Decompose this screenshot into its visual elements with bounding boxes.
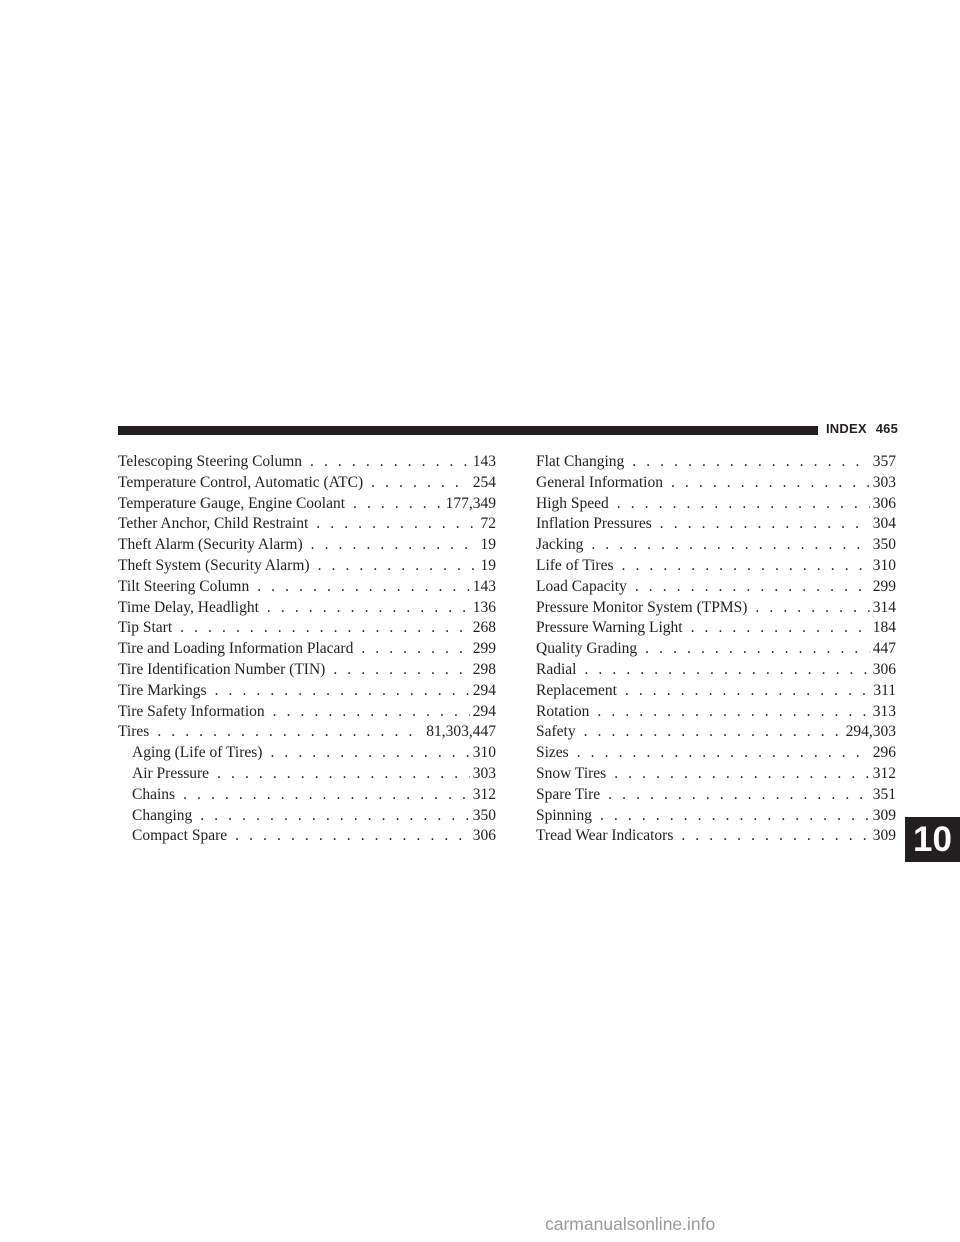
index-entry	[118, 556, 496, 577]
index-entry	[118, 577, 496, 598]
dot-leader	[755, 598, 869, 619]
entry-label: Changing	[132, 806, 193, 824]
entry-label: Air Pressure	[132, 764, 210, 782]
index-subentry	[118, 785, 496, 806]
entry-label: High Speed	[536, 494, 609, 512]
entry-label: Spinning	[536, 806, 592, 824]
index-entry	[536, 494, 896, 515]
index-entry	[536, 618, 896, 639]
dot-leader	[311, 535, 478, 556]
index-entry	[118, 452, 496, 473]
entry-page-ref: 184	[872, 619, 896, 637]
index-entry	[536, 639, 896, 660]
entry-label: Tether Anchor, Child Restraint	[118, 515, 309, 533]
entry-page-ref: 306	[472, 827, 496, 845]
dot-leader	[353, 494, 443, 515]
entry-page-ref: 447	[872, 640, 896, 658]
dot-leader	[608, 785, 870, 806]
index-entry	[536, 556, 896, 577]
index-entry	[118, 722, 496, 743]
entry-page-ref: 306	[872, 494, 896, 512]
running-header	[826, 421, 898, 436]
dot-leader	[215, 681, 470, 702]
index-column-right	[536, 452, 896, 847]
entry-label: Flat Changing	[536, 453, 625, 470]
entry-label: Compact Spare	[132, 827, 228, 845]
index-subentry	[118, 806, 496, 827]
entry-label: Tire Identification Number (TIN)	[118, 660, 326, 678]
index-entry	[536, 598, 896, 619]
dot-leader	[577, 743, 870, 764]
entry-page-ref: 313	[872, 702, 896, 720]
entry-label: Tire and Loading Information Placard	[118, 640, 354, 658]
index-entry	[536, 785, 896, 806]
entry-page-ref: 312	[472, 785, 496, 803]
dot-leader	[217, 764, 470, 785]
entry-page-ref: 298	[472, 660, 496, 678]
dot-leader	[183, 785, 470, 806]
dot-leader	[257, 577, 470, 598]
entry-label: Inflation Pressures	[536, 515, 652, 533]
entry-label: Pressure Monitor System (TPMS)	[536, 598, 748, 616]
index-entry	[536, 764, 896, 785]
dot-leader	[671, 473, 870, 494]
entry-page-ref: 350	[872, 536, 896, 554]
index-entry	[536, 722, 896, 743]
index-entry	[118, 639, 496, 660]
entry-page-ref: 309	[872, 827, 896, 845]
index-entry	[118, 473, 496, 494]
index-entry	[118, 681, 496, 702]
dot-leader	[691, 618, 870, 639]
entry-label: Tilt Steering Column	[118, 577, 250, 595]
dot-leader	[632, 452, 869, 473]
entry-label: Tire Markings	[118, 681, 207, 699]
dot-leader	[318, 556, 478, 577]
dot-leader	[681, 826, 869, 847]
entry-page-ref: 304	[872, 515, 896, 533]
index-entry	[536, 826, 896, 847]
entry-page-ref: 357	[872, 453, 896, 470]
entry-label: Temperature Gauge, Engine Coolant	[118, 494, 346, 512]
dot-leader	[660, 514, 870, 535]
index-entry	[118, 660, 496, 681]
entry-label: General Information	[536, 473, 663, 491]
dot-leader	[235, 826, 470, 847]
entry-page-ref: 177,349	[445, 494, 496, 512]
entry-page-ref: 310	[872, 556, 896, 574]
entry-page-ref: 72	[480, 515, 496, 533]
entry-page-ref: 306	[872, 660, 896, 678]
index-column-left	[118, 452, 496, 847]
dot-leader	[600, 806, 870, 827]
entry-label: Sizes	[536, 744, 569, 762]
entry-label: Load Capacity	[536, 577, 627, 595]
entry-label: Aging (Life of Tires)	[132, 744, 263, 762]
dot-leader	[617, 494, 870, 515]
section-title: INDEX	[826, 421, 867, 436]
entry-label: Life of Tires	[536, 556, 614, 574]
entry-label: Rotation	[536, 702, 590, 720]
entry-page-ref: 143	[472, 577, 496, 595]
index-subentry	[118, 826, 496, 847]
index-entry	[536, 743, 896, 764]
index-entry	[536, 681, 896, 702]
entry-label: Theft System (Security Alarm)	[118, 556, 310, 574]
chapter-tab: 10	[905, 817, 960, 862]
entry-label: Tire Safety Information	[118, 702, 265, 720]
dot-leader	[361, 639, 469, 660]
index-entry	[536, 660, 896, 681]
entry-page-ref: 311	[873, 681, 896, 699]
index-entry	[118, 535, 496, 556]
dot-leader	[622, 556, 870, 577]
dot-leader	[200, 806, 469, 827]
index-entry	[536, 473, 896, 494]
entry-label: Replacement	[536, 681, 617, 699]
dot-leader	[333, 660, 469, 681]
entry-label: Time Delay, Headlight	[118, 598, 259, 616]
entry-label: Tread Wear Indicators	[536, 827, 674, 845]
entry-page-ref: 351	[872, 785, 896, 803]
dot-leader	[597, 702, 869, 723]
entry-page-ref: 303	[472, 764, 496, 782]
entry-page-ref: 254	[472, 473, 496, 491]
entry-label: Radial	[536, 660, 577, 678]
index-entry	[536, 514, 896, 535]
index-entry	[536, 577, 896, 598]
entry-label: Chains	[132, 785, 176, 803]
entry-label: Pressure Warning Light	[536, 619, 683, 637]
entry-label: Tip Start	[118, 619, 173, 637]
entry-page-ref: 268	[472, 619, 496, 637]
entry-page-ref: 299	[872, 577, 896, 595]
index-entry	[118, 494, 496, 515]
entry-page-ref: 294,303	[845, 723, 896, 741]
index-subentry	[118, 743, 496, 764]
entry-label: Quality Grading	[536, 640, 638, 658]
index-subentry	[118, 764, 496, 785]
index-entry	[536, 535, 896, 556]
entry-label: Telescoping Steering Column	[118, 453, 303, 470]
dot-leader	[614, 764, 870, 785]
dot-leader	[267, 598, 470, 619]
entry-label: Temperature Control, Automatic (ATC)	[118, 473, 364, 491]
entry-label: Snow Tires	[536, 764, 607, 782]
index-entry	[536, 806, 896, 827]
dot-leader	[635, 577, 870, 598]
entry-page-ref: 19	[480, 556, 496, 574]
entry-page-ref: 314	[872, 598, 896, 616]
entry-page-ref: 303	[872, 473, 896, 491]
index-entry	[118, 598, 496, 619]
entry-page-ref: 19	[480, 536, 496, 554]
dot-leader	[273, 702, 470, 723]
dot-leader	[371, 473, 470, 494]
dot-leader	[270, 743, 469, 764]
header-rule	[118, 426, 818, 435]
entry-page-ref: 310	[472, 744, 496, 762]
index-entry	[118, 618, 496, 639]
entry-page-ref: 299	[472, 640, 496, 658]
entry-label: Spare Tire	[536, 785, 601, 803]
entry-label: Safety	[536, 723, 576, 741]
dot-leader	[310, 452, 470, 473]
index-entry	[536, 452, 896, 473]
index-entry	[118, 514, 496, 535]
dot-leader	[645, 639, 870, 660]
watermark: carmanualsonline.info	[545, 1214, 716, 1234]
entry-page-ref: 350	[472, 806, 496, 824]
entry-page-ref: 294	[472, 702, 496, 720]
entry-page-ref: 294	[472, 681, 496, 699]
index-entry	[536, 702, 896, 723]
entry-page-ref: 143	[472, 453, 496, 470]
dot-leader	[625, 681, 870, 702]
dot-leader	[180, 618, 470, 639]
dot-leader	[584, 660, 869, 681]
entry-page-ref: 81,303,447	[426, 723, 496, 741]
entry-page-ref: 309	[872, 806, 896, 824]
page-number: 465	[875, 421, 899, 436]
entry-page-ref: 136	[472, 598, 496, 616]
entry-label: Tires	[118, 723, 150, 741]
entry-label: Jacking	[536, 536, 584, 554]
dot-leader	[591, 535, 869, 556]
dot-leader	[157, 722, 423, 743]
entry-page-ref: 296	[872, 744, 896, 762]
dot-leader	[316, 514, 477, 535]
entry-label: Theft Alarm (Security Alarm)	[118, 536, 303, 554]
index-entry	[118, 702, 496, 723]
dot-leader	[584, 722, 843, 743]
entry-page-ref: 312	[872, 764, 896, 782]
